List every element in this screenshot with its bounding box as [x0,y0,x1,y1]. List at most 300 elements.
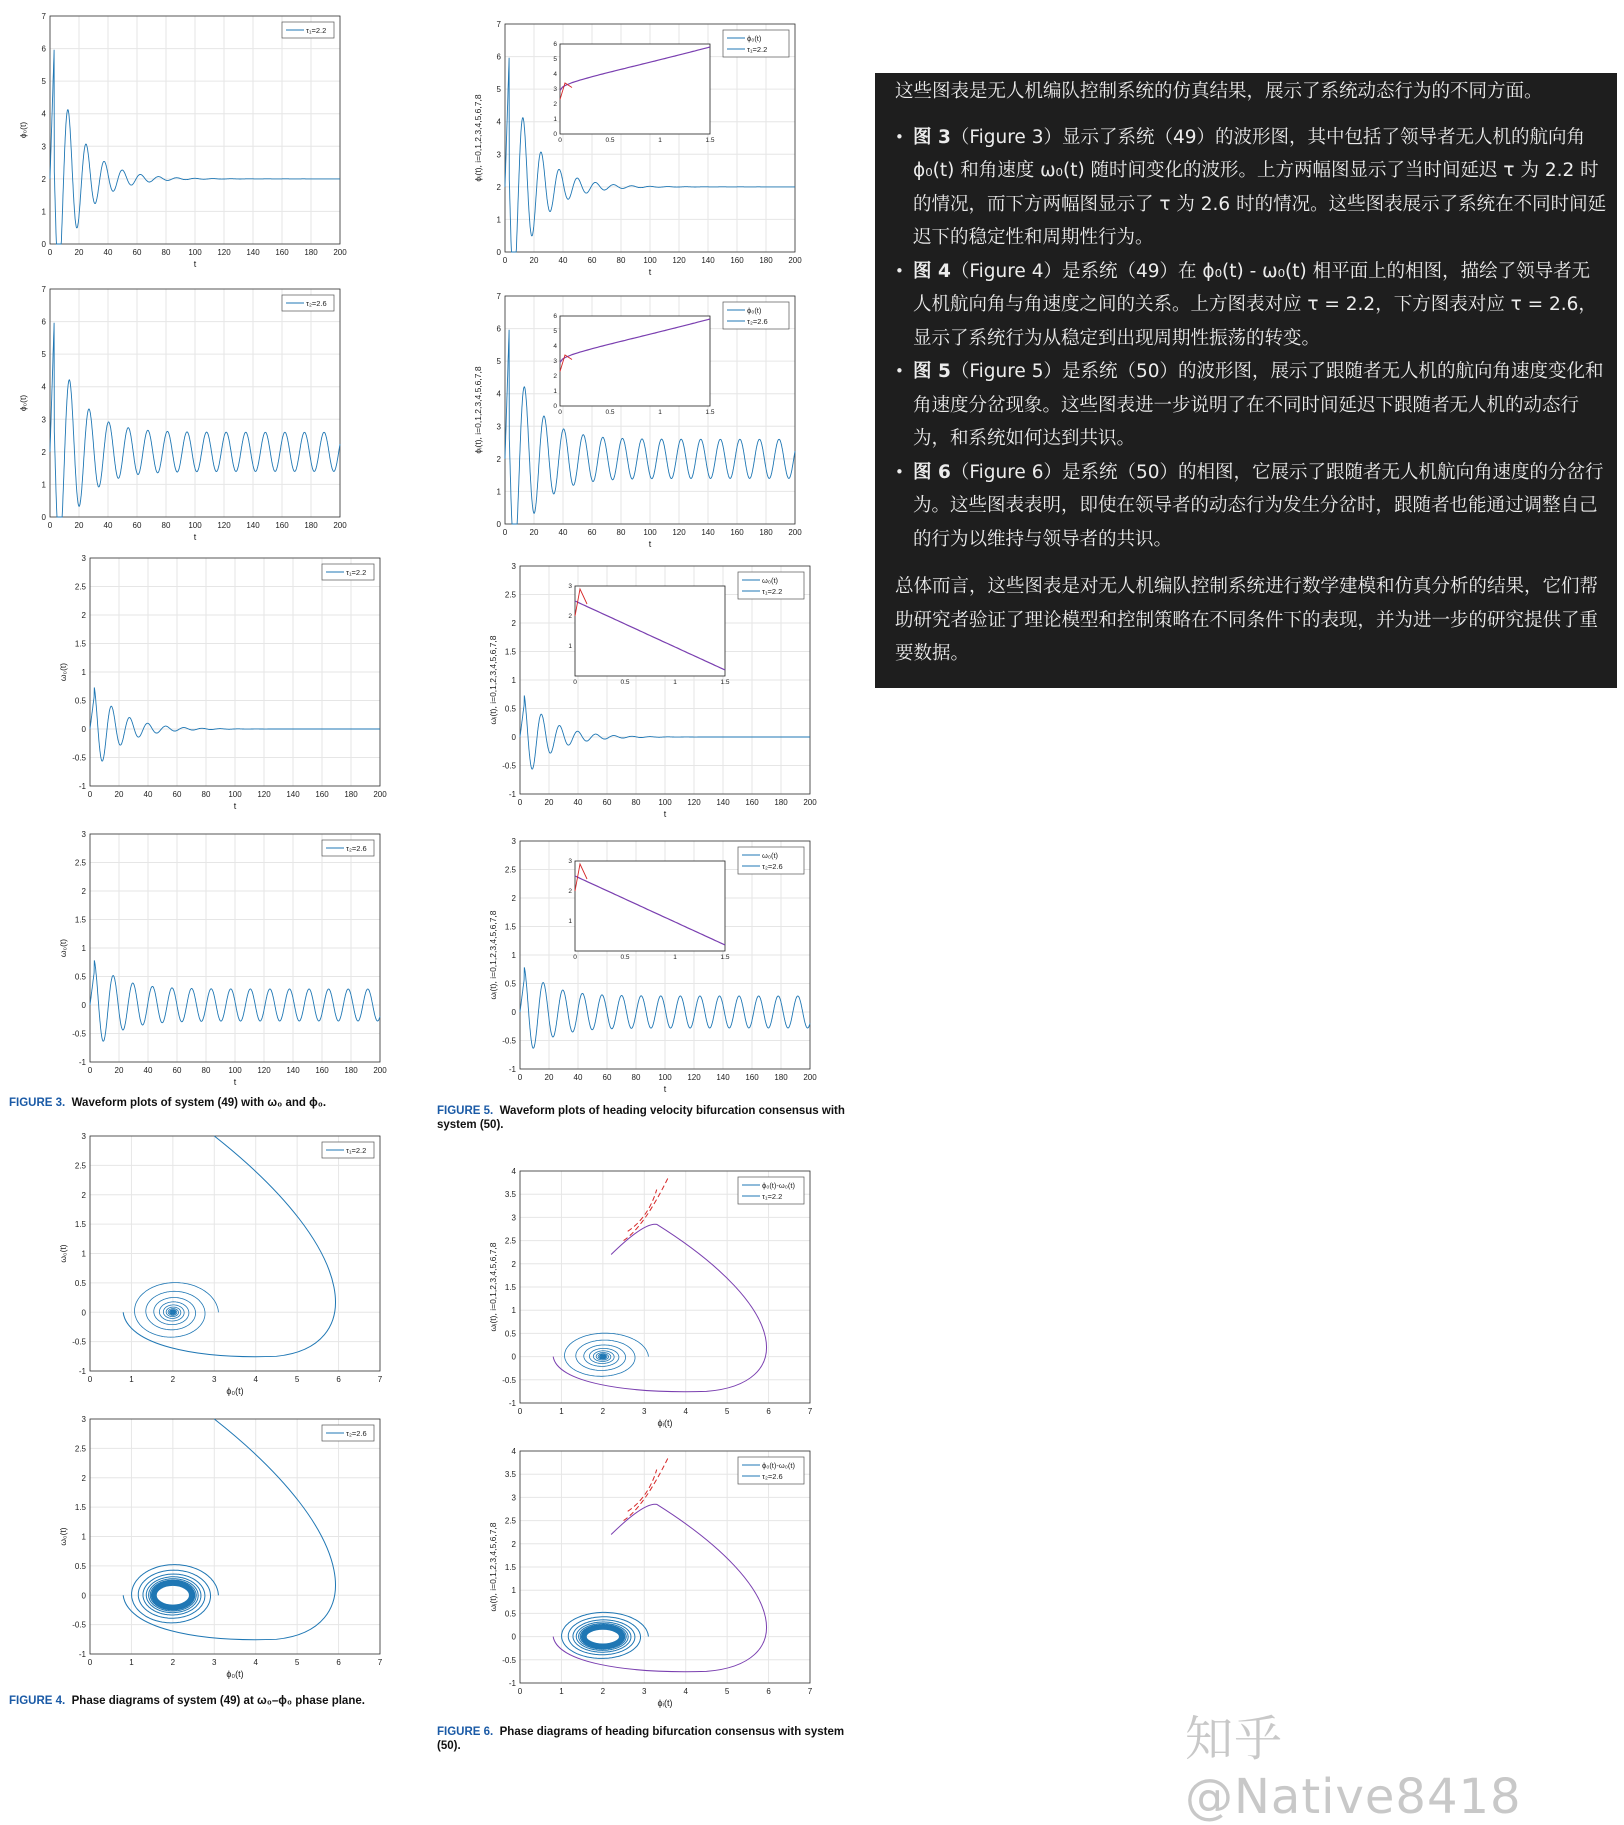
y-tick-label: 1 [496,487,501,497]
y-tick-label: 4 [41,382,46,392]
x-tick-label: 120 [217,521,231,530]
x-tick-label: 180 [304,521,318,530]
legend [738,847,804,874]
figure6-caption: FIGURE 6. Phase diagrams of heading bifurcation consensus with system (50). [437,1726,845,1752]
x-tick-label: 3 [642,1407,647,1416]
y-tick-label: 2.5 [504,590,516,600]
x-axis-label: ϕᵢ(t) [657,1418,673,1428]
y-tick-label: 1.5 [504,1563,516,1572]
legend-label: ϕ₀(t)-ω₀(t) [762,1461,795,1470]
x-tick-label: 60 [132,521,142,530]
y-tick-label: 1.5 [74,915,86,925]
legend-label: ω₀(t) [762,851,779,860]
x-tick-label: 0 [87,1066,93,1075]
figure4-caption: FIGURE 4. Phase diagrams of system (49) at ω₀–ϕ₀ phase plane. [9,1695,365,1707]
spiral-path [565,1333,649,1376]
y-tick-label: -1 [508,1065,516,1074]
y-tick-label: 2 [496,182,501,192]
inset-x-tick: 0 [558,409,562,416]
inset-y-tick: 0 [553,403,557,410]
y-tick-label: 3 [496,150,501,160]
x-tick-label: 200 [373,1066,387,1075]
x-tick-label: 20 [544,1073,554,1082]
inset-x-tick: 1.5 [705,137,715,144]
y-tick-label: 1 [511,1306,516,1316]
x-tick-label: 20 [114,790,124,799]
x-tick-label: 160 [315,790,329,799]
x-tick-label: 40 [558,256,568,265]
y-tick-label: 2 [81,611,86,620]
inset-y-tick: 3 [553,86,557,93]
x-tick-label: 200 [333,521,347,530]
figure5-panel-c [480,560,820,820]
y-tick-label: 2 [41,447,46,457]
inset-frame [575,586,725,676]
y-tick-label: 5 [41,77,46,87]
x-tick-label: 0 [502,256,508,265]
x-tick-label: 120 [217,248,231,257]
y-tick-label: 2.5 [74,858,86,868]
x-tick-label: 80 [631,798,641,807]
x-tick-label: 40 [143,790,153,799]
x-tick-label: 7 [807,1687,813,1696]
y-tick-label: 3 [41,415,46,425]
legend-label: τ₁=2.2 [346,568,367,577]
plot-area [488,1167,813,1428]
x-tick-label: 160 [730,528,744,537]
y-tick-label: 6 [41,44,46,54]
x-tick-label: 2 [600,1687,606,1696]
follower-dashed [624,1176,670,1241]
y-axis-label: ω₀(t) [58,1527,68,1546]
legend-label: τ₁=2.2 [346,1146,367,1155]
inset-x-tick: 1.5 [705,409,715,416]
y-tick-label: 3 [496,422,501,432]
chart-f3d [55,828,390,1088]
x-tick-label: 6 [336,1375,341,1384]
legend-label: τ₂=2.6 [762,1472,783,1481]
figure5-panel-b [470,290,805,550]
legend-label: τ₂=2.6 [306,299,327,308]
plot-area [488,837,817,1094]
y-tick-label: 2 [41,174,46,184]
y-tick-label: -1 [78,1367,86,1376]
x-tick-label: 140 [286,790,300,799]
y-tick-label: 3 [511,1493,516,1503]
x-tick-label: 2 [600,1407,606,1416]
y-axis-label: ωᵢ(t), i=0,1,2,3,4,5,6,7,8 [488,1242,498,1332]
y-tick-label: 3 [511,562,516,571]
y-tick-label: 3 [41,142,46,152]
trajectory [123,1136,335,1357]
x-tick-label: 1 [129,1658,134,1667]
chart-f3a [15,10,350,270]
x-tick-label: 180 [759,256,773,265]
chart-f4b [55,1413,390,1680]
inset-y-tick: 2 [553,373,557,380]
y-tick-label: 6 [496,52,501,62]
x-tick-label: 60 [587,256,597,265]
x-tick-label: 100 [228,1066,242,1075]
x-tick-label: 7 [377,1375,383,1384]
y-tick-label: 1 [81,944,86,953]
inset-y-tick: 2 [568,613,572,620]
plot-area [58,830,387,1087]
x-tick-label: 180 [344,1066,358,1075]
y-tick-label: 2 [511,619,516,628]
plot-area [488,562,817,819]
figure3-panel-a [15,10,350,270]
inset-x-tick: 0 [573,954,577,961]
x-tick-label: 0 [517,1687,523,1696]
explanation-item: • 图 5（Figure 5）是系统（50）的波形图，展示了跟随者无人机的航向角速度变化和角速度分岔现象。这些图表进一步说明了在不同时间延迟下跟随者无人机的动态行为，和系统如何达到共识。 [895,355,1607,456]
y-tick-label: 3 [81,554,86,563]
y-tick-label: 7 [496,292,501,301]
x-tick-label: 160 [315,1066,329,1075]
y-tick-label: 0 [81,1308,86,1318]
x-tick-label: 100 [228,790,242,799]
plot-area [58,554,387,811]
chart-f3c [55,552,390,812]
y-axis-label: ϕ₀(t) [18,121,28,139]
x-tick-label: 80 [161,521,171,530]
explanation-item: • 图 4（Figure 4）是系统（49）在 ϕ₀(t) - ω₀(t) 相平面上的相图，描绘了领导者无人机航向角与角速度之间的关系。上方图表对应 τ = 2.2，下方图表对应 τ = 2.6，显示了系统行为从稳定到出现周期性振荡的转变。 [895,255,1607,356]
x-tick-label: 180 [774,1073,788,1082]
y-tick-label: 0 [511,1008,516,1017]
x-tick-label: 3 [212,1658,217,1667]
x-tick-label: 4 [253,1375,258,1384]
x-axis-label: ϕ₀(t) [226,1669,244,1679]
y-tick-label: -0.5 [502,1036,516,1046]
inset-frame [575,861,725,951]
figure3-caption: FIGURE 3. Waveform plots of system (49) with ω₀ and ϕ₀. [9,1097,327,1109]
explanation-intro: 这些图表是无人机编队控制系统的仿真结果，展示了系统动态行为的不同方面。 [895,81,1543,102]
inset-y-tick: 3 [553,358,557,365]
x-axis-label: t [648,539,652,549]
inset-y-tick: 1 [553,388,557,395]
inset-y-tick: 6 [553,313,557,320]
x-tick-label: 5 [724,1687,730,1696]
x-tick-label: 20 [74,521,84,530]
plot-area [18,12,347,269]
legend [723,302,789,329]
legend-label: τ₁=2.2 [306,26,327,35]
x-tick-label: 0 [87,1658,93,1667]
inset-y-tick: 2 [568,888,572,895]
legend-label: ω₀(t) [762,576,779,585]
x-tick-label: 80 [631,1073,641,1082]
chart-f4a [55,1130,390,1397]
explanation-list [895,121,1607,557]
x-tick-label: 3 [212,1375,217,1384]
y-tick-label: 1 [81,1532,86,1542]
x-tick-label: 200 [788,528,802,537]
x-tick-label: 100 [658,798,672,807]
y-tick-label: 0.5 [74,1278,86,1288]
legend-label: ϕ₀(t)-ω₀(t) [762,1181,795,1190]
x-tick-label: 20 [529,528,539,537]
y-tick-label: -0.5 [502,1655,516,1665]
x-tick-label: 140 [246,521,260,530]
x-axis-label: t [233,1077,237,1087]
legend [322,1425,374,1441]
y-tick-label: -1 [508,790,516,799]
x-tick-label: 80 [161,248,171,257]
chart-f6b [480,1445,820,1709]
y-tick-label: -0.5 [502,1375,516,1385]
inset-y-tick: 4 [553,343,557,350]
x-tick-label: 1 [129,1375,134,1384]
figure4-panel-a [55,1130,390,1397]
y-tick-label: 3 [511,1213,516,1223]
x-tick-label: 160 [745,798,759,807]
x-tick-label: 1 [559,1687,564,1696]
y-axis-label: ϕ₀(t) [18,394,28,412]
figure6-panel-b [480,1445,820,1709]
y-tick-label: -0.5 [72,1620,86,1630]
inset-y-tick: 0 [553,131,557,138]
x-tick-label: 80 [616,528,626,537]
y-tick-label: 1.5 [504,647,516,657]
chart-f5d [480,835,820,1095]
y-tick-label: 1.5 [74,639,86,649]
legend-label: ϕ₀(t) [747,34,762,43]
y-tick-label: 2 [511,894,516,903]
inset-y-tick: 5 [553,56,557,63]
y-tick-label: -0.5 [72,1337,86,1347]
x-tick-label: 120 [672,256,686,265]
x-tick-label: 40 [573,1073,583,1082]
x-tick-label: 140 [716,798,730,807]
x-tick-label: 200 [788,256,802,265]
explanation-item: • 图 6（Figure 6）是系统（50）的相图，它展示了跟随者无人机航向角速度的分岔行为。这些图表表明，即使在领导者的动态行为发生分岔时，跟随者也能通过调整自己的行为以维持与领导者的共识。 [895,456,1607,557]
x-tick-label: 20 [529,256,539,265]
x-tick-label: 100 [188,521,202,530]
y-tick-label: -1 [78,1650,86,1659]
y-tick-label: 0.5 [74,972,86,982]
y-tick-label: 5 [41,350,46,360]
x-axis-label: ϕ₀(t) [226,1386,244,1396]
inset-x-tick: 0.5 [620,679,630,686]
inset-x-tick: 1.5 [720,679,730,686]
x-tick-label: 6 [336,1658,341,1667]
y-tick-label: 5 [496,85,501,95]
x-axis-label: ϕᵢ(t) [657,1698,673,1708]
y-tick-label: 1 [511,951,516,960]
y-tick-label: 1 [41,207,46,217]
x-tick-label: 2 [170,1658,176,1667]
watermark: 知乎 @Native8418 [1185,1711,1522,1825]
y-tick-label: 2.5 [74,1161,86,1171]
x-tick-label: 140 [286,1066,300,1075]
y-axis-label: ω₀(t) [58,938,68,958]
legend-label: τ₂=2.6 [346,1429,367,1438]
inset [568,583,730,686]
y-tick-label: 0 [511,733,516,742]
inset [553,41,715,144]
y-tick-label: 2.5 [504,1516,516,1526]
legend [282,295,334,311]
chart-f5a [470,18,805,278]
x-tick-label: 60 [587,528,597,537]
y-tick-label: 0 [41,240,46,249]
x-tick-label: 0 [47,248,53,257]
y-tick-label: 1.5 [504,922,516,932]
y-tick-label: 7 [41,285,46,294]
y-tick-label: -1 [78,1058,86,1067]
inset-x-tick: 0.5 [620,954,630,961]
inset-x-tick: 1 [658,137,662,144]
follower-dashed [628,1190,657,1232]
legend-label: τ₂=2.6 [762,862,783,871]
y-tick-label: 0 [81,725,86,734]
y-axis-label: ϕᵢ(t), i=0,1,2,3,4,5,6,7,8 [473,366,483,454]
x-tick-label: 180 [344,790,358,799]
x-tick-label: 0 [87,790,93,799]
x-tick-label: 40 [103,248,113,257]
figure3-panel-d [55,828,390,1088]
y-tick-label: 3.5 [504,1190,516,1200]
trajectory [553,1224,766,1391]
y-tick-label: 0.5 [504,979,516,989]
legend-label: τ₁=2.2 [762,1192,783,1201]
y-tick-label: -0.5 [72,753,86,763]
x-tick-label: 60 [132,248,142,257]
x-tick-label: 120 [687,798,701,807]
x-tick-label: 200 [803,798,817,807]
x-tick-label: 7 [807,1407,813,1416]
y-tick-label: 4 [496,117,501,127]
inset-y-tick: 1 [553,116,557,123]
x-tick-label: 40 [103,521,113,530]
y-tick-label: -1 [508,1399,516,1408]
inset-x-tick: 1 [673,679,677,686]
x-tick-label: 1 [559,1407,564,1416]
x-tick-label: 100 [658,1073,672,1082]
spiral-path [562,1612,649,1658]
y-tick-label: 3.5 [504,1470,516,1480]
x-tick-label: 100 [643,528,657,537]
x-tick-label: 4 [683,1687,688,1696]
y-tick-label: 7 [496,20,501,29]
x-tick-label: 120 [687,1073,701,1082]
legend-label: τ₂=2.6 [747,317,768,326]
y-tick-label: 2 [496,454,501,464]
y-tick-label: 4 [511,1167,516,1176]
legend [282,22,334,38]
plot-area [58,1415,383,1679]
x-tick-label: 0 [502,528,508,537]
x-tick-label: 140 [701,528,715,537]
figure4-panel-b [55,1413,390,1680]
figure5-caption: FIGURE 5. Waveform plots of heading velocity bifurcation consensus with system (50). [437,1105,845,1131]
y-tick-label: 0.5 [74,696,86,706]
x-tick-label: 4 [683,1407,688,1416]
y-tick-label: 5 [496,357,501,367]
x-tick-label: 80 [616,256,626,265]
plot-area [58,1132,383,1396]
y-axis-label: ωᵢ(t), i=0,1,2,3,4,5,6,7,8 [488,910,498,1000]
x-tick-label: 0 [517,1407,523,1416]
inset-y-tick: 1 [568,918,572,925]
x-tick-label: 200 [333,248,347,257]
y-tick-label: 2 [81,1190,86,1200]
y-tick-label: 2.5 [74,1444,86,1454]
x-axis-label: t [663,809,667,819]
x-tick-label: 7 [377,1658,383,1667]
y-tick-label: 0.5 [74,1561,86,1571]
x-tick-label: 5 [294,1658,300,1667]
spiral-path [135,1283,219,1338]
x-tick-label: 60 [172,1066,182,1075]
x-tick-label: 2 [170,1375,176,1384]
y-tick-label: -0.5 [502,761,516,771]
y-tick-label: 0 [81,1591,86,1601]
trajectory [123,1419,335,1640]
y-tick-label: 1 [81,1249,86,1259]
figure6-panel-a [480,1165,820,1429]
x-tick-label: 140 [246,248,260,257]
inset-y-tick: 3 [568,583,572,590]
x-tick-label: 140 [716,1073,730,1082]
x-tick-label: 120 [257,790,271,799]
legend-label: τ₁=2.2 [762,587,783,596]
y-tick-label: 0 [496,520,501,529]
y-tick-label: 0.5 [504,1609,516,1619]
x-tick-label: 180 [304,248,318,257]
y-tick-label: 1 [496,215,501,225]
x-tick-label: 60 [602,1073,612,1082]
x-tick-label: 40 [558,528,568,537]
spiral-path [132,1565,219,1623]
y-tick-label: 4 [496,389,501,399]
y-tick-label: 2 [81,1473,86,1483]
x-tick-label: 120 [672,528,686,537]
explanation-panel [875,73,1617,688]
chart-f3b [15,283,350,543]
y-tick-label: 1 [81,668,86,677]
y-tick-label: 0.5 [504,704,516,714]
x-tick-label: 6 [766,1407,771,1416]
y-tick-label: 3 [81,830,86,839]
y-tick-label: -1 [508,1679,516,1688]
inset [568,858,730,961]
x-tick-label: 60 [602,798,612,807]
y-tick-label: 2 [511,1259,516,1269]
x-tick-label: 4 [253,1658,258,1667]
y-tick-label: 0 [511,1352,516,1362]
y-tick-label: 1.5 [74,1503,86,1513]
y-tick-label: 2 [511,1539,516,1549]
y-axis-label: ϕᵢ(t), i=0,1,2,3,4,5,6,7,8 [473,94,483,182]
inset-x-tick: 0.5 [605,137,615,144]
x-tick-label: 5 [294,1375,300,1384]
inset-y-tick: 6 [553,41,557,48]
x-tick-label: 20 [544,798,554,807]
legend [738,1177,804,1204]
y-tick-label: 2.5 [504,865,516,875]
y-tick-label: 2.5 [74,582,86,592]
x-tick-label: 100 [188,248,202,257]
legend [738,1457,804,1484]
y-tick-label: 0.5 [504,1329,516,1339]
y-tick-label: 1 [511,1586,516,1596]
x-tick-label: 200 [803,1073,817,1082]
x-tick-label: 160 [730,256,744,265]
x-tick-label: 40 [143,1066,153,1075]
x-tick-label: 120 [257,1066,271,1075]
x-tick-label: 5 [724,1407,730,1416]
